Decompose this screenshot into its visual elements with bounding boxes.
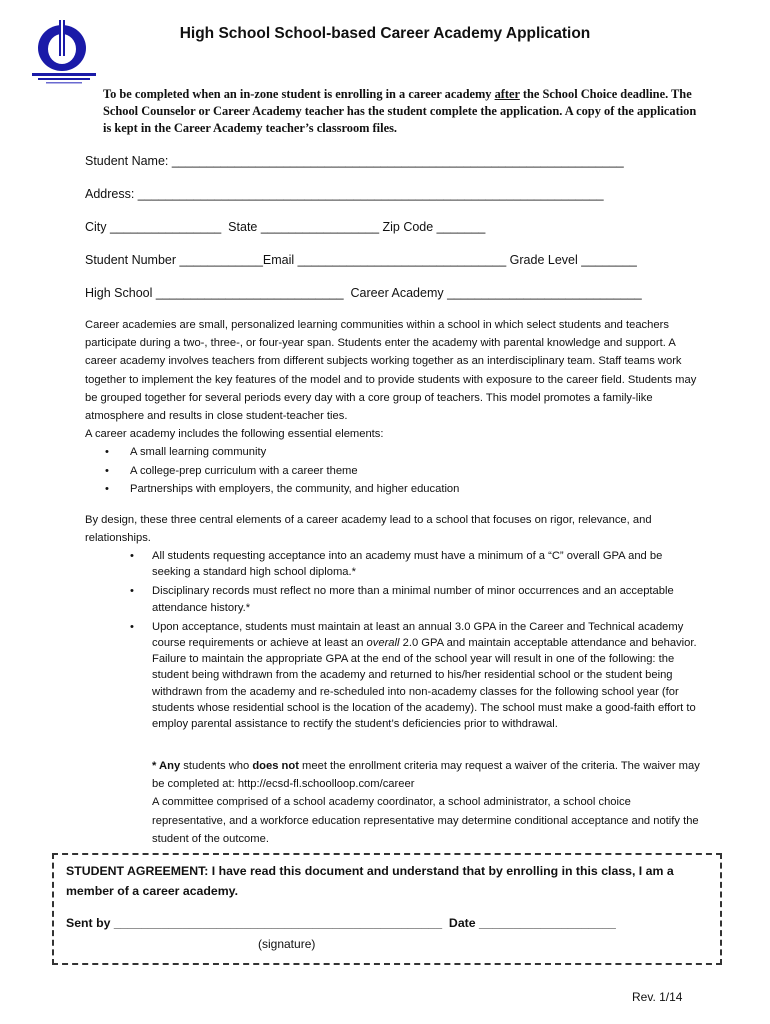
school-academy-field[interactable]: High School ___________________________ Career Academy ____________________________ bbox=[85, 286, 642, 300]
elements-intro: A career academy includes the following essential elements: bbox=[85, 428, 384, 441]
revision-label: Rev. 1/14 bbox=[632, 990, 683, 1004]
description-section bbox=[85, 316, 705, 498]
committee-paragraph: A committee comprised of a school academy coordinator, a school administrator, a school choice representative, and a workforce education representative may determine conditional acceptance and notify the student of the outcome. bbox=[152, 796, 699, 845]
student-name-field[interactable]: Student Name: _________________________________________________________________ bbox=[85, 154, 624, 168]
list-item: • A small learning community bbox=[85, 443, 705, 461]
number-email-grade-field[interactable]: Student Number ____________Email ______________________________ Grade Level ________ bbox=[85, 253, 637, 267]
waiver-paragraph: * Any students who does not meet the enrollment criteria may request a waiver of the criteria. The waiver may be completed at: http://ecsd-fl.schoolloop.com/career bbox=[152, 760, 700, 791]
page-title: High School School-based Career Academy Application bbox=[179, 25, 591, 42]
city-state-zip-field[interactable]: City ________________ State _________________ Zip Code _______ bbox=[85, 220, 486, 234]
list-item: • All students requesting acceptance into an academy must have a minimum of a “C” overall GPA and be seeking a standard high school diploma.* bbox=[85, 548, 700, 580]
list-item: • Partnerships with employers, the community, and higher education bbox=[85, 480, 705, 498]
elements-list bbox=[85, 443, 705, 498]
after-emphasis: after bbox=[494, 87, 520, 101]
signature-date-field[interactable]: Sent by ________________________________________________ Date ____________________ bbox=[66, 916, 616, 930]
agreement-statement: STUDENT AGREEMENT: I have read this document and understand that by enrolling in this class, I am a member of a career academy. bbox=[66, 864, 674, 898]
address-field[interactable]: Address: ___________________________________________________________________ bbox=[85, 187, 604, 201]
design-paragraph: By design, these three central elements of a career academy lead to a school that focuses on rigor, relevance, and relationships. bbox=[85, 514, 652, 545]
waiver-section bbox=[152, 757, 700, 848]
list-item: • A college-prep curriculum with a career theme bbox=[85, 462, 705, 480]
requirements-list bbox=[85, 548, 700, 735]
signature-label: (signature) bbox=[258, 937, 316, 951]
description-paragraph: Career academies are small, personalized learning communities within a school in which select students and teachers participate during a two-, three-, or four-year span. Students enter the academy with parental knowledge and support. A career academy involves teachers from different subjects working together as an interdisciplinary team. Staff teams work together to implement the key features of the model and to provide students with exposure to the career field. Students may be grouped together for several periods every day with a core group of teachers. This model promotes a family-like atmosphere and results in close student-teacher ties. bbox=[85, 319, 697, 423]
intro-instructions: To be completed when an in-zone student is enrolling in a career academy after the School Choice deadline. The School Counselor or Career Academy teacher has the student complete the application. A copy of the application is kept in the Career Academy teacher’s classroom files. bbox=[103, 87, 697, 135]
list-item: • Disciplinary records must reflect no more than a minimal number of minor occurrences and an acceptable attendance history.* bbox=[85, 583, 700, 615]
list-item: • Upon acceptance, students must maintain at least an annual 3.0 GPA in the Career and Technical academy course requirements or achieve at least an overall 2.0 GPA and maintain acceptable attendance and behavior. Failure to maintain the appropriate GPA at the end of the school year will result in one of the following: the student being withdrawn from the academy and returned to his/her residential school or the student being withdrawn from the academy and re-scheduled into non-academy classes for the following school year (for students whose residential school is the location of the academy). The school must make a good-faith effort to employ parental assistance to rectify the student’s deficiencies prior to withdrawal. bbox=[85, 619, 700, 732]
